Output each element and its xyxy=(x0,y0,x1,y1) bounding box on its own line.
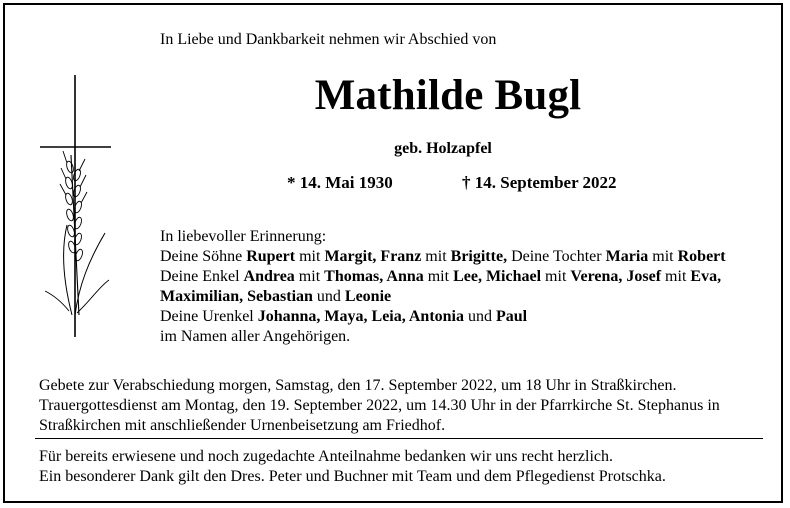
family-text: mit xyxy=(541,268,571,285)
maiden-name: geb. Holzapfel xyxy=(394,140,492,157)
family-text: Deine Tochter xyxy=(507,248,606,265)
prayer-line-1: Gebete zur Verabschiedung morgen, Samstag, den 17. September 2022, um 18 Uhr in Straßkirchen. xyxy=(39,377,677,394)
family-name: Eva, xyxy=(690,268,722,285)
family-text: mit xyxy=(661,268,691,285)
family-name: Maria xyxy=(605,248,649,265)
prayer-line-3: Straßkirchen mit anschließender Urnenbeisetzung am Friedhof. xyxy=(39,417,446,434)
thanks-line-1: Für bereits erwiesene und noch zugedachte Anteilnahme bedanken wir uns recht herzlich. xyxy=(39,448,614,465)
death-date: † 14. September 2022 xyxy=(462,173,617,192)
family-name: Margit, Franz xyxy=(324,248,422,265)
family-line-grandchildren xyxy=(160,267,726,287)
service-info xyxy=(39,376,720,436)
family-text: mit xyxy=(295,248,325,265)
family-name: Brigitte, xyxy=(450,248,508,265)
family-text: mit xyxy=(648,248,678,265)
family-text: mit xyxy=(423,268,454,285)
prayer-line-2: Trauergottesdienst am Montag, den 19. September 2022, um 14.30 Uhr in der Pfarrkirche St. Stephanus in xyxy=(39,397,720,414)
family-text: mit xyxy=(421,248,451,265)
deceased-name: Mathilde Bugl xyxy=(314,72,582,119)
family-text: und xyxy=(464,308,496,325)
thanks-section xyxy=(39,447,666,487)
obituary-notice xyxy=(3,3,783,503)
family-line-great-grandchildren xyxy=(160,307,726,327)
family-text: Deine Enkel xyxy=(160,268,244,285)
memory-section xyxy=(160,227,726,347)
family-text: mit xyxy=(294,268,325,285)
family-name: Lee, Michael xyxy=(453,268,542,285)
family-name: Rupert xyxy=(246,248,296,265)
family-name: Andrea xyxy=(243,268,295,285)
family-name: Maximilian, Sebastian xyxy=(160,288,313,305)
divider xyxy=(35,438,763,439)
family-name: Leonie xyxy=(344,288,392,305)
intro-text: In Liebe und Dankbarkeit nehmen wir Abschied von xyxy=(160,31,497,48)
thanks-line-2: Ein besonderer Dank gilt den Dres. Peter und Buchner mit Team und dem Pflegedienst Protschka. xyxy=(39,468,666,485)
family-name: Thomas, Anna xyxy=(324,268,424,285)
memory-heading: In liebevoller Erinnerung: xyxy=(160,228,327,245)
birth-date: * 14. Mai 1930 xyxy=(287,173,393,192)
family-text: Deine Söhne xyxy=(160,248,247,265)
memory-closing: im Namen aller Angehörigen. xyxy=(160,328,351,345)
family-text: Deine Urenkel xyxy=(160,308,258,325)
family-name: Johanna, Maya, Leia, Antonia xyxy=(257,308,464,325)
family-line-sons-daughter xyxy=(160,247,726,267)
family-name: Robert xyxy=(677,248,726,265)
family-line-grandchildren-cont xyxy=(160,287,726,307)
family-name: Paul xyxy=(496,308,528,325)
family-name: Verena, Josef xyxy=(570,268,662,285)
family-text: und xyxy=(312,288,345,305)
